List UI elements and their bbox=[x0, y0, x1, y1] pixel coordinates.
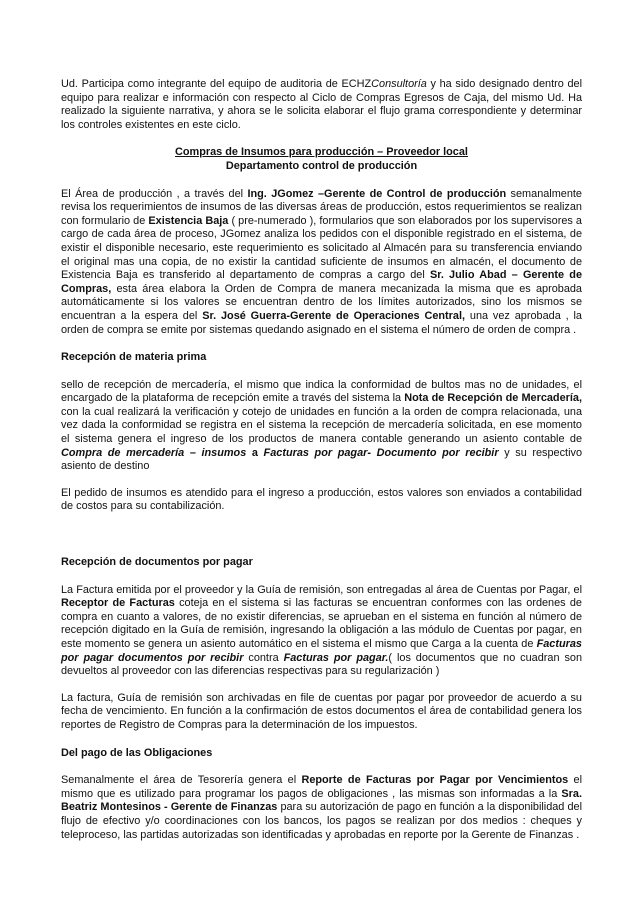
text-run: semanalmente revisa los requerimientos de insumos de las diversas áreas de producción, estos requerimientos se realizan con formulario de bbox=[61, 187, 582, 227]
text-run: ( pre-numerado ), formularios que son elaborados por los supervisores a cargo de cada área de proceso, JGomez analiza los pedidos con el disponible registrado en el sistema, de existir el disponible necesario, este requerimiento es solicitado al Almacén para su transferencia enviando el original mas una copia, de no existir la cantidad suficiente de insumos en almacén, el documento de Existencia Baja es transferido al departamento de compras a cargo del bbox=[61, 214, 582, 282]
text-run: sello de recepción de mercadería, el mismo que indica la conformidad de bultos mas no de unidades, el encargado de la plataforma de recepción emite a través del sistema la bbox=[61, 378, 582, 405]
company-name: Consultoría bbox=[371, 78, 427, 90]
person-jose-guerra: Sr. José Guerra-Gerente de Operaciones Central, bbox=[202, 309, 466, 322]
heading-recepcion-materia-prima: Recepción de materia prima bbox=[61, 351, 207, 364]
text-run: con la cual realizará la verificación y cotejo de unidades en función a la orden de compra relacionada, una vez dada la conformidad se registra en el sistema la recepción de mercadería solicitada, en ese momento el sistema genera el ingreso de los productos de manera contable generando un asiento contable de bbox=[61, 405, 582, 446]
intro-paragraph bbox=[61, 78, 582, 132]
person-julio-abad: Sr. Julio Abad – Gerente de Compras, bbox=[61, 269, 583, 295]
person-jgomez: Ing. JGomez –Gerente de Control de producción bbox=[247, 187, 507, 200]
heading-pago-obligaciones: Del pago de las Obligaciones bbox=[61, 746, 213, 759]
text-run: y su respectivo asiento de destino bbox=[61, 446, 582, 473]
title-line-1: Compras de Insumos para producción – Proveedor local bbox=[175, 146, 468, 159]
recepcion-paragraph-2: El pedido de insumos es atendido para el ingreso a producción, estos valores son enviados a contabilidad de costos para su contabilización. bbox=[61, 486, 582, 513]
text-run: Semanalmente el área de Tesorería genera el bbox=[61, 774, 302, 787]
pago-paragraph bbox=[61, 774, 582, 842]
documentos-paragraph-1 bbox=[61, 584, 582, 679]
heading-recepcion-documentos: Recepción de documentos por pagar bbox=[61, 556, 253, 569]
text-run: una vez aprobada , la orden de compra se emite por sistemas quedando asignado en el sistema el número de orden de compra . bbox=[61, 309, 582, 336]
account-compra-mercaderia: Compra de mercadería – insumos bbox=[61, 446, 247, 459]
title-line-2: Departamento control de producción bbox=[225, 159, 418, 172]
text-run: La Factura emitida por el proveedor y la Guía de remisión, son entregadas al área de Cuentas por Pagar, el bbox=[61, 583, 582, 596]
documentos-paragraph-2: La factura, Guía de remisión son archivadas en file de cuentas por pagar por proveedor de acuerdo a su fecha de vencimiento. En función a la confirmación de estos documentos el área de contabilidad genera los reportes de Registro de Compras para la determinación de los impuestos. bbox=[61, 691, 582, 731]
account-facturas-por-pagar: Facturas por pagar. bbox=[283, 651, 389, 664]
person-beatriz-montesinos: Sra. Beatriz Montesinos - Gerente de Finanzas bbox=[61, 787, 582, 814]
document-title bbox=[61, 146, 582, 173]
nota-recepcion: Nota de Recepción de Mercadería, bbox=[404, 392, 582, 405]
recepcion-paragraph-1 bbox=[61, 379, 582, 474]
account-documentos-por-recibir: Facturas por pagar documentos por recibir bbox=[61, 638, 582, 664]
text-run: para su autorización de pago en función a la disponibilidad del flujo de efectivo y/o coordinaciones con los bancos, los pagos se realizan por dos medios : cheques y teleproceso, las partidas autorizadas son identificadas y aprobadas en reporte por la Gerente de Finanzas . bbox=[61, 801, 582, 841]
form-existencia-baja: Existencia Baja bbox=[148, 214, 229, 227]
account-facturas-por-pagar: Facturas por pagar- Documento por recibir bbox=[263, 446, 499, 459]
production-paragraph bbox=[61, 188, 582, 338]
text-run: esta área elabora la Orden de Compra de manera mecanizada la misma que es aprobada automáticamente si los valores se encuentran dentro de los límites autorizados, sino los mismos se encuentran a la espera del bbox=[61, 282, 582, 322]
text-run: el mismo que es utilizado para programar los pagos de obligaciones , las mismas son informadas a la bbox=[61, 774, 582, 800]
text-run: contra bbox=[243, 651, 284, 664]
text-run: a bbox=[246, 446, 264, 459]
text-run: ( los documentos que no cuadran son devueltos al proveedor con las diferencias respectivas para su regularización ) bbox=[61, 651, 582, 678]
text-run: coteja en el sistema si las facturas se encuentran conformes con las ordenes de compra en cuanto a valores, de no existir diferencias, se aprueban en el sistema en función al número de recepción digitado en la Guía de remisión, ingresando la obligación a las módulo de Cuentas por pagar, en este momento se genera un asiento automático en el sistema el mismo que Carga a la cuenta de bbox=[61, 597, 582, 650]
text-run: El Área de producción , a través del bbox=[61, 187, 248, 200]
receptor-facturas: Receptor de Facturas bbox=[61, 597, 175, 610]
reporte-facturas: Reporte de Facturas por Pagar por Vencimientos bbox=[301, 774, 569, 787]
intro-text-rest: y ha sido designado dentro del equipo para realizar e información con respecto al Ciclo de Compras Egresos de Caja, del mismo Ud. Ha realizado la siguiente narrativa, y ahora se le solicita elaborar el flujo grama correspondiente y determinar los controles existentes en este ciclo. bbox=[61, 78, 582, 131]
intro-text-start: Ud. Participa como integrante del equipo de auditoria de ECHZ bbox=[61, 78, 372, 90]
